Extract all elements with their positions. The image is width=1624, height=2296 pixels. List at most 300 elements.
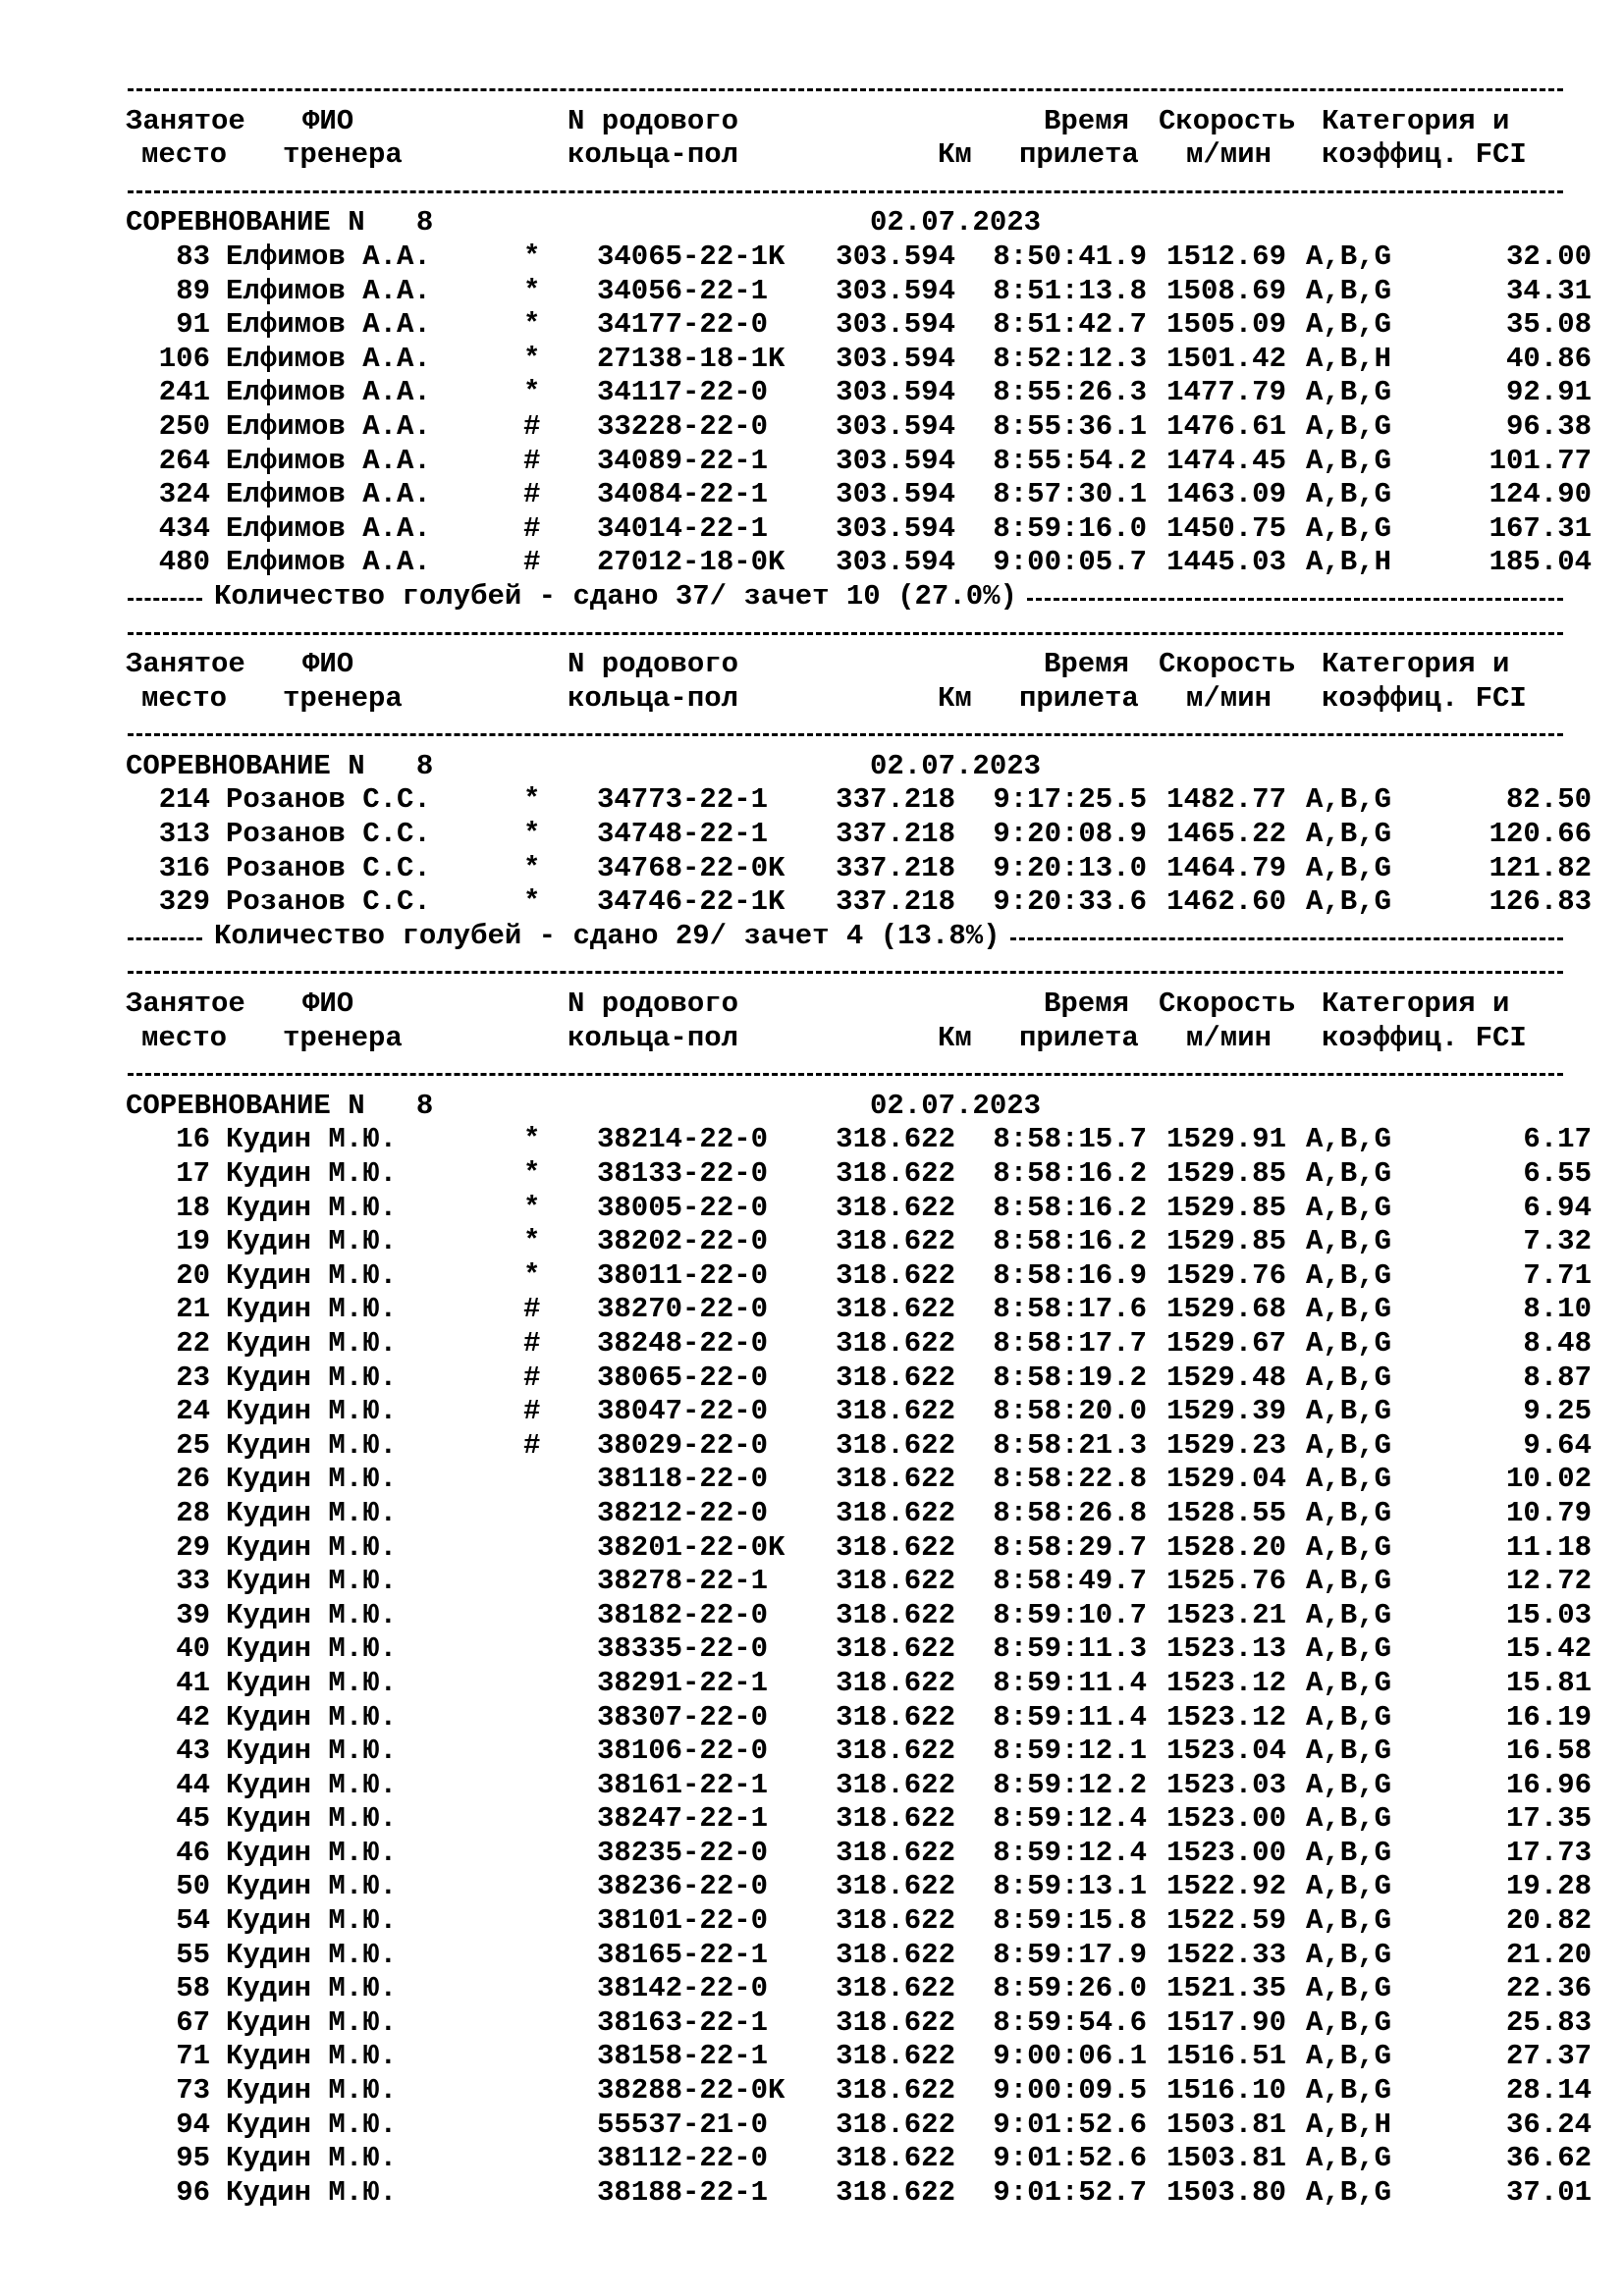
trainer-name: Елфимов А.А. xyxy=(226,240,431,273)
ring-number: 34065-22-1K xyxy=(597,240,785,273)
distance-km: 303.594 xyxy=(836,240,955,273)
arrival-time: 9:00:05.7 xyxy=(993,546,1147,579)
place-cell: 26 xyxy=(176,1463,210,1496)
fci-coefficient: 6.17 xyxy=(1523,1123,1592,1156)
trainer-name: Кудин М.Ю. xyxy=(226,1565,398,1598)
header-name-2: тренера xyxy=(283,138,403,172)
trainer-name: Кудин М.Ю. xyxy=(226,1836,398,1869)
ring-number: 38291-22-1 xyxy=(597,1666,769,1699)
distance-km: 303.594 xyxy=(836,308,955,342)
fci-coefficient: 27.37 xyxy=(1505,2040,1592,2073)
ring-number: 38065-22-0 xyxy=(597,1361,769,1394)
speed-value: 1464.79 xyxy=(1166,851,1286,884)
distance-km: 318.622 xyxy=(836,1938,955,1971)
ring-number: 38236-22-0 xyxy=(597,1870,769,1903)
header-name-1: ФИО xyxy=(302,648,354,681)
table-row xyxy=(126,1701,1598,1735)
category: A,B,G xyxy=(1306,478,1392,511)
trainer-name: Елфимов А.А. xyxy=(226,511,431,545)
fci-coefficient: 121.82 xyxy=(1489,851,1592,884)
category: A,B,G xyxy=(1306,1972,1392,2005)
category: A,B,G xyxy=(1306,783,1392,817)
trainer-name: Кудин М.Ю. xyxy=(226,1802,398,1836)
header-place-2: место xyxy=(141,681,228,715)
table-row xyxy=(126,1293,1598,1327)
mark-cell: # xyxy=(523,478,541,511)
distance-km: 318.622 xyxy=(836,1904,955,1938)
arrival-time: 8:58:16.2 xyxy=(993,1225,1147,1258)
trainer-name: Кудин М.Ю. xyxy=(226,1938,398,1971)
distance-km: 318.622 xyxy=(836,1496,955,1529)
arrival-time: 9:01:52.6 xyxy=(993,2142,1147,2175)
fci-coefficient: 36.62 xyxy=(1505,2142,1592,2175)
trainer-name: Розанов С.С. xyxy=(226,851,431,884)
speed-value: 1505.09 xyxy=(1166,308,1286,342)
fci-coefficient: 15.42 xyxy=(1505,1632,1592,1666)
header-cat-2: коэффиц. FCI xyxy=(1322,138,1527,172)
header-km: Км xyxy=(938,138,972,172)
header-place-2: место xyxy=(141,1021,228,1054)
header-time-2: прилета xyxy=(1019,138,1139,172)
summary-line xyxy=(126,920,1598,954)
fci-coefficient: 37.01 xyxy=(1505,2175,1592,2209)
place-cell: 316 xyxy=(158,851,210,884)
distance-km: 318.622 xyxy=(836,1802,955,1836)
category: A,B,G xyxy=(1306,2040,1392,2073)
place-cell: 54 xyxy=(176,1904,210,1938)
place-cell: 71 xyxy=(176,2040,210,2073)
distance-km: 318.622 xyxy=(836,1157,955,1190)
ring-number: 38212-22-0 xyxy=(597,1496,769,1529)
table-row xyxy=(126,2074,1598,2109)
speed-value: 1529.67 xyxy=(1166,1326,1286,1360)
mark-cell: * xyxy=(523,1258,541,1292)
header-ring-1: N родового xyxy=(568,104,739,137)
arrival-time: 8:58:20.0 xyxy=(993,1395,1147,1428)
speed-value: 1529.91 xyxy=(1166,1123,1286,1156)
column-header-row xyxy=(126,138,1598,173)
table-row xyxy=(126,1259,1598,1294)
arrival-time: 8:59:16.0 xyxy=(993,511,1147,545)
distance-km: 303.594 xyxy=(836,376,955,409)
table-row xyxy=(126,2176,1598,2211)
trainer-name: Елфимов А.А. xyxy=(226,444,431,477)
distance-km: 318.622 xyxy=(836,1395,955,1428)
arrival-time: 8:58:16.2 xyxy=(993,1157,1147,1190)
fci-coefficient: 22.36 xyxy=(1505,1972,1592,2005)
place-cell: 33 xyxy=(176,1565,210,1598)
column-header-row xyxy=(126,648,1598,682)
category: A,B,H xyxy=(1306,546,1392,579)
header-name-1: ФИО xyxy=(302,988,354,1021)
table-row xyxy=(126,1123,1598,1157)
header-time-1: Время xyxy=(1044,104,1130,137)
column-header-row xyxy=(126,105,1598,139)
place-cell: 95 xyxy=(176,2142,210,2175)
header-cat-2: коэффиц. FCI xyxy=(1322,1021,1527,1054)
table-row xyxy=(126,478,1598,512)
speed-value: 1523.00 xyxy=(1166,1836,1286,1869)
header-speed-1: Скорость xyxy=(1159,648,1296,681)
fci-coefficient: 10.79 xyxy=(1505,1496,1592,1529)
distance-km: 318.622 xyxy=(836,2005,955,2039)
place-cell: 23 xyxy=(176,1361,210,1394)
speed-value: 1529.48 xyxy=(1166,1361,1286,1394)
trainer-name: Кудин М.Ю. xyxy=(226,1768,398,1801)
header-cat-1: Категория и xyxy=(1322,648,1510,681)
place-cell: 73 xyxy=(176,2074,210,2108)
table-row xyxy=(126,1904,1598,1939)
summary-dash-right xyxy=(1027,598,1563,601)
distance-km: 318.622 xyxy=(836,1123,955,1156)
table-row xyxy=(126,1802,1598,1837)
speed-value: 1516.10 xyxy=(1166,2074,1286,2108)
dashed-rule xyxy=(126,71,1598,105)
place-cell: 89 xyxy=(176,274,210,307)
distance-km: 303.594 xyxy=(836,342,955,375)
competition-label: СОРЕВНОВАНИЕ N 8 xyxy=(126,1089,434,1122)
fci-coefficient: 92.91 xyxy=(1505,376,1592,409)
speed-value: 1465.22 xyxy=(1166,818,1286,851)
category: A,B,G xyxy=(1306,1632,1392,1666)
column-header-row xyxy=(126,682,1598,717)
place-cell: 214 xyxy=(158,783,210,817)
table-row xyxy=(126,546,1598,580)
category: A,B,G xyxy=(1306,1123,1392,1156)
fci-coefficient: 9.25 xyxy=(1523,1395,1592,1428)
arrival-time: 8:55:26.3 xyxy=(993,376,1147,409)
trainer-name: Кудин М.Ю. xyxy=(226,1463,398,1496)
table-row xyxy=(126,1463,1598,1497)
fci-coefficient: 21.20 xyxy=(1505,1938,1592,1971)
speed-value: 1528.55 xyxy=(1166,1496,1286,1529)
arrival-time: 8:59:11.4 xyxy=(993,1700,1147,1734)
header-km: Км xyxy=(938,681,972,715)
mark-cell: # xyxy=(523,1326,541,1360)
category: A,B,G xyxy=(1306,1768,1392,1801)
arrival-time: 8:58:17.7 xyxy=(993,1326,1147,1360)
table-row xyxy=(126,1837,1598,1871)
header-time-1: Время xyxy=(1044,988,1130,1021)
ring-number: 38158-22-1 xyxy=(597,2040,769,2073)
ring-number: 38307-22-0 xyxy=(597,1700,769,1734)
trainer-name: Кудин М.Ю. xyxy=(226,1293,398,1326)
mark-cell: * xyxy=(523,308,541,342)
category: A,B,G xyxy=(1306,2074,1392,2108)
place-cell: 39 xyxy=(176,1598,210,1631)
trainer-name: Кудин М.Ю. xyxy=(226,2074,398,2108)
mark-cell: * xyxy=(523,1157,541,1190)
header-ring-2: кольца-пол xyxy=(568,138,739,172)
header-time-2: прилета xyxy=(1019,681,1139,715)
speed-value: 1523.21 xyxy=(1166,1598,1286,1631)
fci-coefficient: 7.32 xyxy=(1523,1225,1592,1258)
distance-km: 337.218 xyxy=(836,851,955,884)
table-row xyxy=(126,275,1598,309)
trainer-name: Кудин М.Ю. xyxy=(226,1496,398,1529)
speed-value: 1529.76 xyxy=(1166,1258,1286,1292)
ring-number: 34084-22-1 xyxy=(597,478,769,511)
category: A,B,G xyxy=(1306,1496,1392,1529)
category: A,B,G xyxy=(1306,511,1392,545)
category: A,B,G xyxy=(1306,1258,1392,1292)
speed-value: 1512.69 xyxy=(1166,240,1286,273)
category: A,B,G xyxy=(1306,1395,1392,1428)
table-row xyxy=(126,512,1598,547)
ring-number: 55537-21-0 xyxy=(597,2108,769,2141)
competition-date: 02.07.2023 xyxy=(870,749,1042,782)
place-cell: 241 xyxy=(158,376,210,409)
category: A,B,G xyxy=(1306,1598,1392,1631)
category: A,B,G xyxy=(1306,1700,1392,1734)
arrival-time: 8:58:16.9 xyxy=(993,1258,1147,1292)
results-report xyxy=(126,71,1598,2210)
dashed-rule xyxy=(126,614,1598,649)
header-speed-2: м/мин xyxy=(1186,1021,1272,1054)
speed-value: 1503.81 xyxy=(1166,2108,1286,2141)
distance-km: 318.622 xyxy=(836,1326,955,1360)
fci-coefficient: 126.83 xyxy=(1489,885,1592,919)
distance-km: 337.218 xyxy=(836,783,955,817)
fci-coefficient: 12.72 xyxy=(1505,1565,1592,1598)
speed-value: 1503.81 xyxy=(1166,2142,1286,2175)
place-cell: 329 xyxy=(158,885,210,919)
table-row xyxy=(126,2142,1598,2176)
table-row xyxy=(126,885,1598,920)
place-cell: 58 xyxy=(176,1972,210,2005)
fci-coefficient: 19.28 xyxy=(1505,1870,1592,1903)
category: A,B,G xyxy=(1306,885,1392,919)
trainer-name: Кудин М.Ю. xyxy=(226,1157,398,1190)
place-cell: 16 xyxy=(176,1123,210,1156)
arrival-time: 9:17:25.5 xyxy=(993,783,1147,817)
arrival-time: 8:50:41.9 xyxy=(993,240,1147,273)
mark-cell: * xyxy=(523,885,541,919)
fci-coefficient: 16.19 xyxy=(1505,1700,1592,1734)
trainer-name: Елфимов А.А. xyxy=(226,376,431,409)
category: A,B,G xyxy=(1306,240,1392,273)
speed-value: 1529.85 xyxy=(1166,1157,1286,1190)
distance-km: 318.622 xyxy=(836,1463,955,1496)
place-cell: 313 xyxy=(158,818,210,851)
speed-value: 1523.03 xyxy=(1166,1768,1286,1801)
arrival-time: 8:58:17.6 xyxy=(993,1293,1147,1326)
header-ring-1: N родового xyxy=(568,988,739,1021)
ring-number: 38202-22-0 xyxy=(597,1225,769,1258)
distance-km: 318.622 xyxy=(836,1768,955,1801)
category: A,B,H xyxy=(1306,2108,1392,2141)
ring-number: 38201-22-0K xyxy=(597,1530,785,1564)
category: A,B,G xyxy=(1306,1802,1392,1836)
distance-km: 303.594 xyxy=(836,444,955,477)
header-place-1: Занятое xyxy=(126,988,245,1021)
speed-value: 1525.76 xyxy=(1166,1565,1286,1598)
place-cell: 96 xyxy=(176,2175,210,2209)
mark-cell: * xyxy=(523,783,541,817)
arrival-time: 8:52:12.3 xyxy=(993,342,1147,375)
table-row xyxy=(126,343,1598,377)
ring-number: 38118-22-0 xyxy=(597,1463,769,1496)
header-name-1: ФИО xyxy=(302,104,354,137)
place-cell: 324 xyxy=(158,478,210,511)
arrival-time: 8:59:11.3 xyxy=(993,1632,1147,1666)
speed-value: 1474.45 xyxy=(1166,444,1286,477)
distance-km: 318.622 xyxy=(836,1972,955,2005)
arrival-time: 8:59:12.4 xyxy=(993,1802,1147,1836)
trainer-name: Кудин М.Ю. xyxy=(226,1666,398,1699)
fci-coefficient: 10.02 xyxy=(1505,1463,1592,1496)
table-row xyxy=(126,1769,1598,1803)
category: A,B,G xyxy=(1306,1870,1392,1903)
place-cell: 41 xyxy=(176,1666,210,1699)
category: A,B,G xyxy=(1306,1463,1392,1496)
place-cell: 19 xyxy=(176,1225,210,1258)
ring-number: 38112-22-0 xyxy=(597,2142,769,2175)
category: A,B,G xyxy=(1306,308,1392,342)
summary-dash-left xyxy=(128,937,202,940)
speed-value: 1477.79 xyxy=(1166,376,1286,409)
speed-value: 1523.13 xyxy=(1166,1632,1286,1666)
table-row xyxy=(126,818,1598,852)
trainer-name: Кудин М.Ю. xyxy=(226,1326,398,1360)
trainer-name: Кудин М.Ю. xyxy=(226,1598,398,1631)
ring-number: 38270-22-0 xyxy=(597,1293,769,1326)
fci-coefficient: 16.96 xyxy=(1505,1768,1592,1801)
trainer-name: Кудин М.Ю. xyxy=(226,1395,398,1428)
place-cell: 17 xyxy=(176,1157,210,1190)
place-cell: 20 xyxy=(176,1258,210,1292)
place-cell: 434 xyxy=(158,511,210,545)
trainer-name: Розанов С.С. xyxy=(226,818,431,851)
ring-number: 38248-22-0 xyxy=(597,1326,769,1360)
speed-value: 1529.04 xyxy=(1166,1463,1286,1496)
fci-coefficient: 40.86 xyxy=(1505,342,1592,375)
arrival-time: 8:59:54.6 xyxy=(993,2005,1147,2039)
category: A,B,G xyxy=(1306,274,1392,307)
mark-cell: * xyxy=(523,851,541,884)
table-row xyxy=(126,410,1598,445)
arrival-time: 8:59:12.2 xyxy=(993,1768,1147,1801)
trainer-name: Кудин М.Ю. xyxy=(226,1225,398,1258)
speed-value: 1529.39 xyxy=(1166,1395,1286,1428)
trainer-name: Кудин М.Ю. xyxy=(226,1361,398,1394)
place-cell: 264 xyxy=(158,444,210,477)
table-row xyxy=(126,1531,1598,1566)
ring-number: 38142-22-0 xyxy=(597,1972,769,2005)
header-cat-1: Категория и xyxy=(1322,104,1510,137)
fci-coefficient: 6.94 xyxy=(1523,1191,1592,1224)
place-cell: 83 xyxy=(176,240,210,273)
speed-value: 1523.04 xyxy=(1166,1735,1286,1768)
mark-cell: # xyxy=(523,409,541,443)
speed-value: 1523.12 xyxy=(1166,1700,1286,1734)
table-row xyxy=(126,376,1598,410)
arrival-time: 9:00:09.5 xyxy=(993,2074,1147,2108)
mark-cell: # xyxy=(523,546,541,579)
trainer-name: Кудин М.Ю. xyxy=(226,2142,398,2175)
header-place-1: Занятое xyxy=(126,648,245,681)
distance-km: 318.622 xyxy=(836,1666,955,1699)
header-speed-2: м/мин xyxy=(1186,681,1272,715)
ring-number: 38214-22-0 xyxy=(597,1123,769,1156)
category: A,B,H xyxy=(1306,342,1392,375)
arrival-time: 8:58:22.8 xyxy=(993,1463,1147,1496)
place-cell: 67 xyxy=(176,2005,210,2039)
arrival-time: 8:59:12.4 xyxy=(993,1836,1147,1869)
fci-coefficient: 185.04 xyxy=(1489,546,1592,579)
fci-coefficient: 167.31 xyxy=(1489,511,1592,545)
competition-date: 02.07.2023 xyxy=(870,206,1042,240)
place-cell: 22 xyxy=(176,1326,210,1360)
speed-value: 1523.12 xyxy=(1166,1666,1286,1699)
table-row xyxy=(126,2040,1598,2074)
competition-line xyxy=(126,1090,1598,1124)
speed-value: 1445.03 xyxy=(1166,546,1286,579)
table-row xyxy=(126,1395,1598,1429)
ring-number: 27012-18-0K xyxy=(597,546,785,579)
category: A,B,G xyxy=(1306,1293,1392,1326)
trainer-name: Кудин М.Ю. xyxy=(226,2005,398,2039)
ring-number: 34768-22-0K xyxy=(597,851,785,884)
category: A,B,G xyxy=(1306,1326,1392,1360)
ring-number: 38005-22-0 xyxy=(597,1191,769,1224)
category: A,B,G xyxy=(1306,1191,1392,1224)
speed-value: 1463.09 xyxy=(1166,478,1286,511)
mark-cell: # xyxy=(523,511,541,545)
category: A,B,G xyxy=(1306,1530,1392,1564)
ring-number: 34117-22-0 xyxy=(597,376,769,409)
header-speed-1: Скорость xyxy=(1159,988,1296,1021)
table-row xyxy=(126,1599,1598,1633)
competition-line xyxy=(126,750,1598,784)
table-row xyxy=(126,1362,1598,1396)
distance-km: 318.622 xyxy=(836,1428,955,1462)
ring-number: 38182-22-0 xyxy=(597,1598,769,1631)
fci-coefficient: 25.83 xyxy=(1505,2005,1592,2039)
arrival-time: 8:58:29.7 xyxy=(993,1530,1147,1564)
place-cell: 50 xyxy=(176,1870,210,1903)
trainer-name: Кудин М.Ю. xyxy=(226,1530,398,1564)
mark-cell: * xyxy=(523,1225,541,1258)
category: A,B,G xyxy=(1306,1938,1392,1971)
ring-number: 38278-22-1 xyxy=(597,1565,769,1598)
category: A,B,G xyxy=(1306,818,1392,851)
place-cell: 43 xyxy=(176,1735,210,1768)
header-ring-1: N родового xyxy=(568,648,739,681)
speed-value: 1523.00 xyxy=(1166,1802,1286,1836)
fci-coefficient: 35.08 xyxy=(1505,308,1592,342)
ring-number: 38106-22-0 xyxy=(597,1735,769,1768)
ring-number: 38335-22-0 xyxy=(597,1632,769,1666)
header-ring-2: кольца-пол xyxy=(568,1021,739,1054)
trainer-name: Розанов С.С. xyxy=(226,885,431,919)
place-cell: 40 xyxy=(176,1632,210,1666)
distance-km: 303.594 xyxy=(836,409,955,443)
ring-number: 38161-22-1 xyxy=(597,1768,769,1801)
fci-coefficient: 16.58 xyxy=(1505,1735,1592,1768)
trainer-name: Елфимов А.А. xyxy=(226,308,431,342)
distance-km: 318.622 xyxy=(836,1700,955,1734)
header-name-2: тренера xyxy=(283,681,403,715)
fci-coefficient: 15.81 xyxy=(1505,1666,1592,1699)
ring-number: 33228-22-0 xyxy=(597,409,769,443)
speed-value: 1508.69 xyxy=(1166,274,1286,307)
speed-value: 1476.61 xyxy=(1166,409,1286,443)
distance-km: 318.622 xyxy=(836,1225,955,1258)
mark-cell: # xyxy=(523,1428,541,1462)
trainer-name: Кудин М.Ю. xyxy=(226,1123,398,1156)
table-row xyxy=(126,2006,1598,2041)
